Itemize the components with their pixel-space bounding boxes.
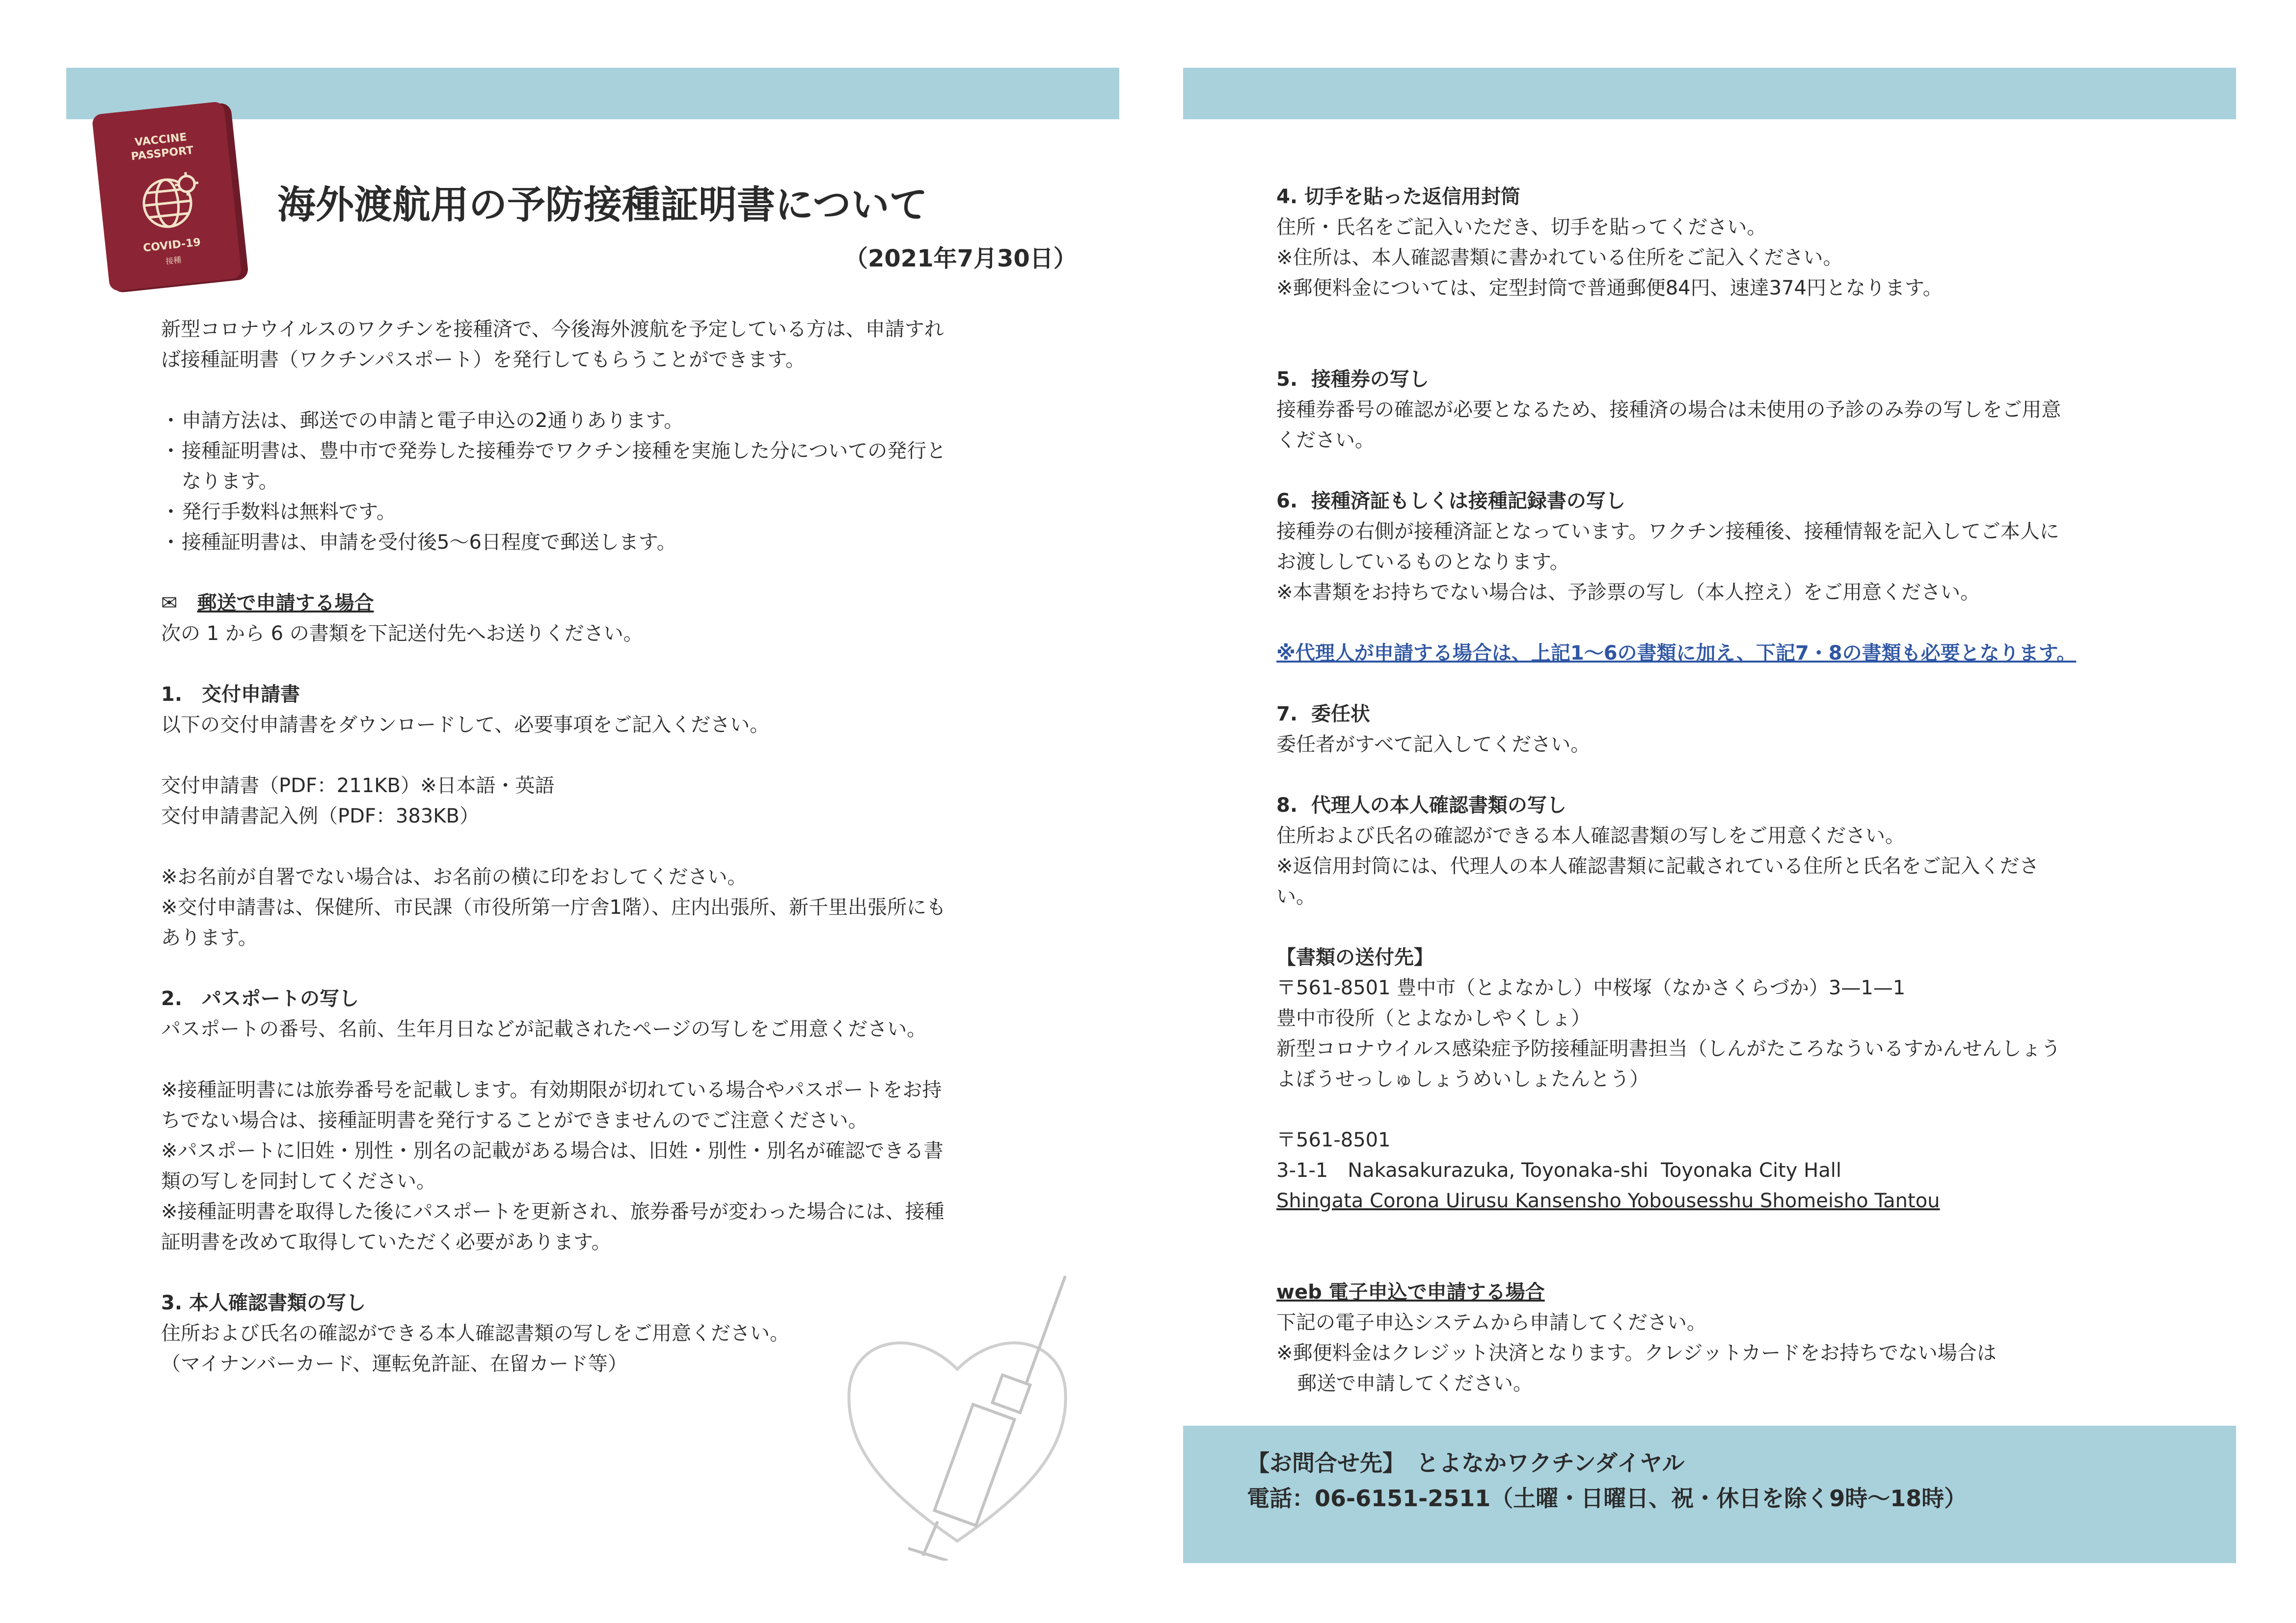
address-line: 新型コロナウイルス感染症予防接種証明書担当（しんがたころなういるすかんせんしょう xyxy=(1276,1038,2061,1060)
bullet-mark: ・ xyxy=(161,501,181,523)
right-column xyxy=(1276,182,2189,1399)
passport-line3: COVID-19 xyxy=(142,236,202,255)
mail-lead: 次の 1 から 6 の書類を下記送付先へお送りください。 xyxy=(161,622,643,645)
section-1-note: あります。 xyxy=(161,927,258,949)
bullet-mark: ・ xyxy=(161,531,181,554)
bullet-text: 接種証明書は、申請を受付後5〜6日程度で郵送します。 xyxy=(182,531,676,554)
mail-icon: ✉ xyxy=(161,592,178,614)
bullet-mark: ・ xyxy=(161,409,181,432)
address-line: よぼうせっしゅしょうめいしょたんとう） xyxy=(1276,1068,1649,1091)
section-2-note: ※接種証明書を取得した後にパスポートを更新され、旅券番号が変わった場合には、接種 xyxy=(161,1200,945,1223)
section-3-text: （マイナンバーカード、運転免許証、在留カード等） xyxy=(161,1353,627,1375)
section-1-note: ※お名前が自署でない場合は、お名前の横に印をおしてください。 xyxy=(161,866,747,888)
section-5-title: 5. 接種券の写し xyxy=(1276,368,1429,391)
section-4-text: ※住所は、本人確認書類に書かれている住所をご記入ください。 xyxy=(1276,246,1843,269)
web-text: 下記の電子申込システムから申請してください。 xyxy=(1276,1311,1706,1334)
mail-section-heading: 郵送で申請する場合 xyxy=(197,592,374,614)
bullet-text: 接種証明書は、豊中市で発券した接種券でワクチン接種を実施した分についての発行と xyxy=(182,440,946,462)
document-date: （2021年7月30日） xyxy=(844,245,1077,272)
bullet-text: 発行手数料は無料です。 xyxy=(182,501,396,523)
bullet-text-cont: なります。 xyxy=(182,470,278,493)
contact-phone: 電話：06-6151-2511（土曜・日曜日、祝・休日を除く9時〜18時） xyxy=(1247,1485,1967,1512)
intro-line-1: 新型コロナウイルスのワクチンを接種済で、今後海外渡航を予定している方は、申請すれ xyxy=(161,318,944,341)
address-en-line: 3-1-1 Nakasakurazuka, Toyonaka-shi Toyonaka City Hall xyxy=(1276,1159,1841,1182)
section-2-note: ※パスポートに旧姓・別性・別名の記載がある場合は、旧姓・別性・別名が確認できる書 xyxy=(161,1140,944,1162)
bullet-mark: ・ xyxy=(161,440,181,462)
address-en-line: Shingata Corona Uirusu Kansensho Yobousesshu Shomeisho Tantou xyxy=(1276,1190,1940,1212)
section-7-title: 7. 委任状 xyxy=(1276,703,1370,725)
section-6-title: 6. 接種済証もしくは接種記録書の写し xyxy=(1276,490,1625,512)
address-title: 【書類の送付先】 xyxy=(1276,946,1433,969)
bullet-item xyxy=(161,497,1074,527)
section-5-text: 接種券番号の確認が必要となるため、接種済の場合は未使用の予診のみ券の写しをご用意 xyxy=(1276,399,2061,421)
web-text: 郵送で申請してください。 xyxy=(1297,1372,1533,1395)
section-4-title: 4. 切手を貼った返信用封筒 xyxy=(1276,186,1520,208)
section-3-text: 住所および氏名の確認ができる本人確認書類の写しをご用意ください。 xyxy=(161,1322,789,1345)
section-2-title: 2. パスポートの写し xyxy=(161,987,359,1010)
section-8-text: ※返信用封筒には、代理人の本人確認書類に記載されている住所と氏名をご記入くださ xyxy=(1276,855,2039,878)
address-en-line: 〒561-8501 xyxy=(1276,1129,1391,1151)
passport-line2: PASSPORT xyxy=(130,144,194,163)
section-2-note: 類の写しを同封してください。 xyxy=(161,1170,436,1193)
section-4-text: 住所・氏名をご記入いただき、切手を貼ってください。 xyxy=(1276,216,1767,239)
address-line: 〒561-8501 豊中市（とよなかし）中桜塚（なかさくらづか）3—1—1 xyxy=(1276,977,1906,999)
header-band-right xyxy=(1183,68,2236,119)
section-4-text: ※郵便料金については、定型封筒で普通郵便84円、速達374円となります。 xyxy=(1276,277,1943,299)
web-application-link[interactable]: web 電子申込で申請する場合 xyxy=(1276,1281,1545,1304)
contact-info xyxy=(1247,1445,1967,1516)
section-6-text: お渡ししているものとなります。 xyxy=(1276,551,1569,573)
section-5-text: ください。 xyxy=(1276,429,1375,452)
address-line: 豊中市役所（とよなかしやくしょ） xyxy=(1276,1007,1591,1030)
web-text: ※郵便料金はクレジット決済となります。クレジットカードをお持ちでない場合は xyxy=(1276,1342,1997,1364)
section-2-note: ちでない場合は、接種証明書を発行することができませんのでご注意ください。 xyxy=(161,1109,868,1132)
passport-line4: 接種 xyxy=(165,255,182,266)
section-6-text: ※本書類をお持ちでない場合は、予診票の写し（本人控え）をご用意ください。 xyxy=(1276,581,1980,604)
intro-line-2: ば接種証明書（ワクチンパスポート）を発行してもらうことができます。 xyxy=(161,348,805,371)
vaccine-passport-icon xyxy=(91,100,252,295)
section-6-text: 接種券の右側が接種済証となっています。ワクチン接種後、接種情報を記入してご本人に xyxy=(1276,520,2059,543)
application-example-link[interactable]: 交付申請書記入例（PDF：383KB） xyxy=(161,805,479,827)
page-title: 海外渡航用の予防接種証明書について xyxy=(277,183,928,227)
section-2-note: ※接種証明書には旅券番号を記載します。有効期限が切れている場合やパスポートをお持 xyxy=(161,1079,942,1101)
section-2-note: 証明書を改めて取得していただく必要があります。 xyxy=(161,1231,611,1253)
section-1-note: ※交付申請書は、保健所、市民課（市役所第一庁舎1階）、庄内出張所、新千里出張所にも xyxy=(161,896,946,919)
section-1-text: 以下の交付申請書をダウンロードして、必要事項をご記入ください。 xyxy=(161,714,770,736)
section-1-title: 1. 交付申請書 xyxy=(161,683,300,706)
section-8-text: い。 xyxy=(1276,885,1316,908)
section-7-text: 委任者がすべて記入してください。 xyxy=(1276,733,1591,756)
left-column xyxy=(161,314,1074,1379)
bullet-item xyxy=(161,527,1074,558)
section-8-title: 8. 代理人の本人確認書類の写し xyxy=(1276,794,1567,817)
section-2-text: パスポートの番号、名前、生年月日などが記載されたページの写しをご用意ください。 xyxy=(161,1018,927,1040)
bullet-text: 申請方法は、郵送での申請と電子申込の2通りあります。 xyxy=(182,409,684,432)
application-form-link[interactable]: 交付申請書（PDF：211KB）※日本語・英語 xyxy=(161,774,555,797)
passport-line1: VACCINE xyxy=(134,131,188,149)
bullet-item xyxy=(161,436,1074,466)
proxy-note: ※代理人が申請する場合は、上記1〜6の書類に加え、下記7・8の書類も必要となります。 xyxy=(1276,642,2077,665)
section-3-title: 3. 本人確認書類の写し xyxy=(161,1292,366,1314)
bullet-item xyxy=(161,405,1074,436)
section-8-text: 住所および氏名の確認ができる本人確認書類の写しをご用意ください。 xyxy=(1276,825,1905,847)
contact-line-1: 【お問合せ先】 とよなかワクチンダイヤル xyxy=(1247,1450,1685,1476)
heart-syringe-icon xyxy=(835,1266,1080,1561)
